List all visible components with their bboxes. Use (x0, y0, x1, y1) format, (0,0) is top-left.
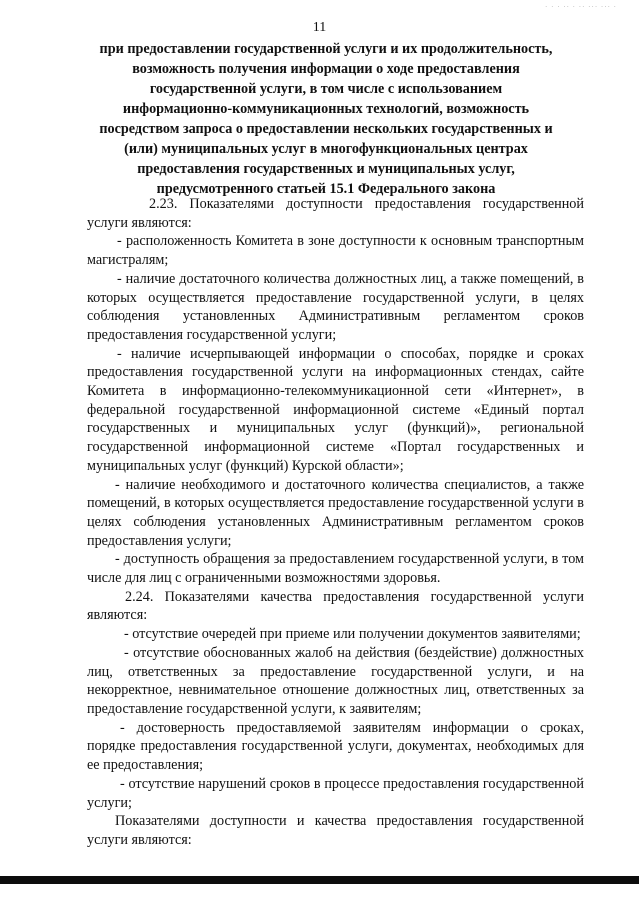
heading-line: (или) муниципальных услуг в многофункциональных центрах (124, 141, 528, 157)
paragraph-closing: Показателями доступности и качества предоставления государственной услуги являются: (87, 813, 584, 848)
heading-line: информационно-коммуникационных технологий, возможность (122, 101, 530, 117)
list-item-accessibility: - наличие достаточного количества должностных лиц, а также помещений, в которых осуществляется предоставление государственной услуги, в целях соблюдения установленных Административным регламентом сроков предоставления государственной услуги; (87, 270, 584, 343)
list-item-accessibility: - наличие исчерпывающей информации о способах, порядке и сроках предоставления государственной услуги на информационных стендах, сайте Комитета в информационно-телекоммуникационной сети «Интернет», в федеральной государственной информационной системе «Единый портал государственных и муниципальных услуг (функций)», региональной государственной информационной системе «Портал государственных и муниципальных услуг (функций) Курской области»; (87, 345, 584, 474)
list-item-quality: - отсутствие нарушений сроков в процессе предоставления государственной услуги; (87, 775, 584, 811)
list-item-quality: - отсутствие обоснованных жалоб на действия (бездействие) должностных лиц, ответственных за предоставление государственной услуги, и на некорректное, невнимательное отношение должностных лиц, ответственных за предоставление государственной услуги, к заявителям; (87, 644, 584, 717)
paragraph-2-23-intro: 2.23. Показателями доступности предоставления государственной услуги являются: (87, 196, 584, 231)
heading-line: возможность получения информации о ходе предоставления (132, 61, 520, 77)
heading-line: государственной услуги, в том числе с использованием (149, 81, 503, 97)
heading-line: при предоставлении государственной услуги и их продолжительность, (99, 41, 553, 57)
page-number: 11 (312, 20, 327, 35)
scan-bottom-border (0, 876, 639, 884)
list-item-quality: - достоверность предоставляемой заявителям информации о сроках, порядке предоставления государственной услуги, документах, необходимых для ее предоставления; (87, 719, 584, 774)
document-body (87, 195, 584, 850)
heading-line: посредством запроса о предоставлении нескольких государственных и (99, 121, 553, 137)
list-item-accessibility: - расположенность Комитета в зоне доступности к основным транспортным магистралям; (87, 233, 584, 269)
section-heading (60, 39, 592, 199)
list-item-accessibility: - доступность обращения за предоставлением государственной услуги, в том числе для лиц с ограниченными возможностями здоровья. (87, 551, 584, 587)
heading-line: предусмотренного статьей 15.1 Федерального закона (156, 181, 496, 197)
list-item-quality: - отсутствие очередей при приеме или получении документов заявителями; (124, 626, 581, 643)
scan-artifact: · · · ·· · ·· ··· ··· · (545, 3, 617, 11)
heading-line: предоставления государственных и муниципальных услуг, (137, 161, 515, 177)
paragraph-2-24-intro: 2.24. Показателями качества предоставления государственной услуги являются: (87, 588, 584, 624)
list-item-accessibility: - наличие необходимого и достаточного количества специалистов, а также помещений, в которых осуществляется предоставление государственной услуги в целях соблюдения установленных Административным регламентом сроков предоставления услуги; (87, 476, 584, 549)
